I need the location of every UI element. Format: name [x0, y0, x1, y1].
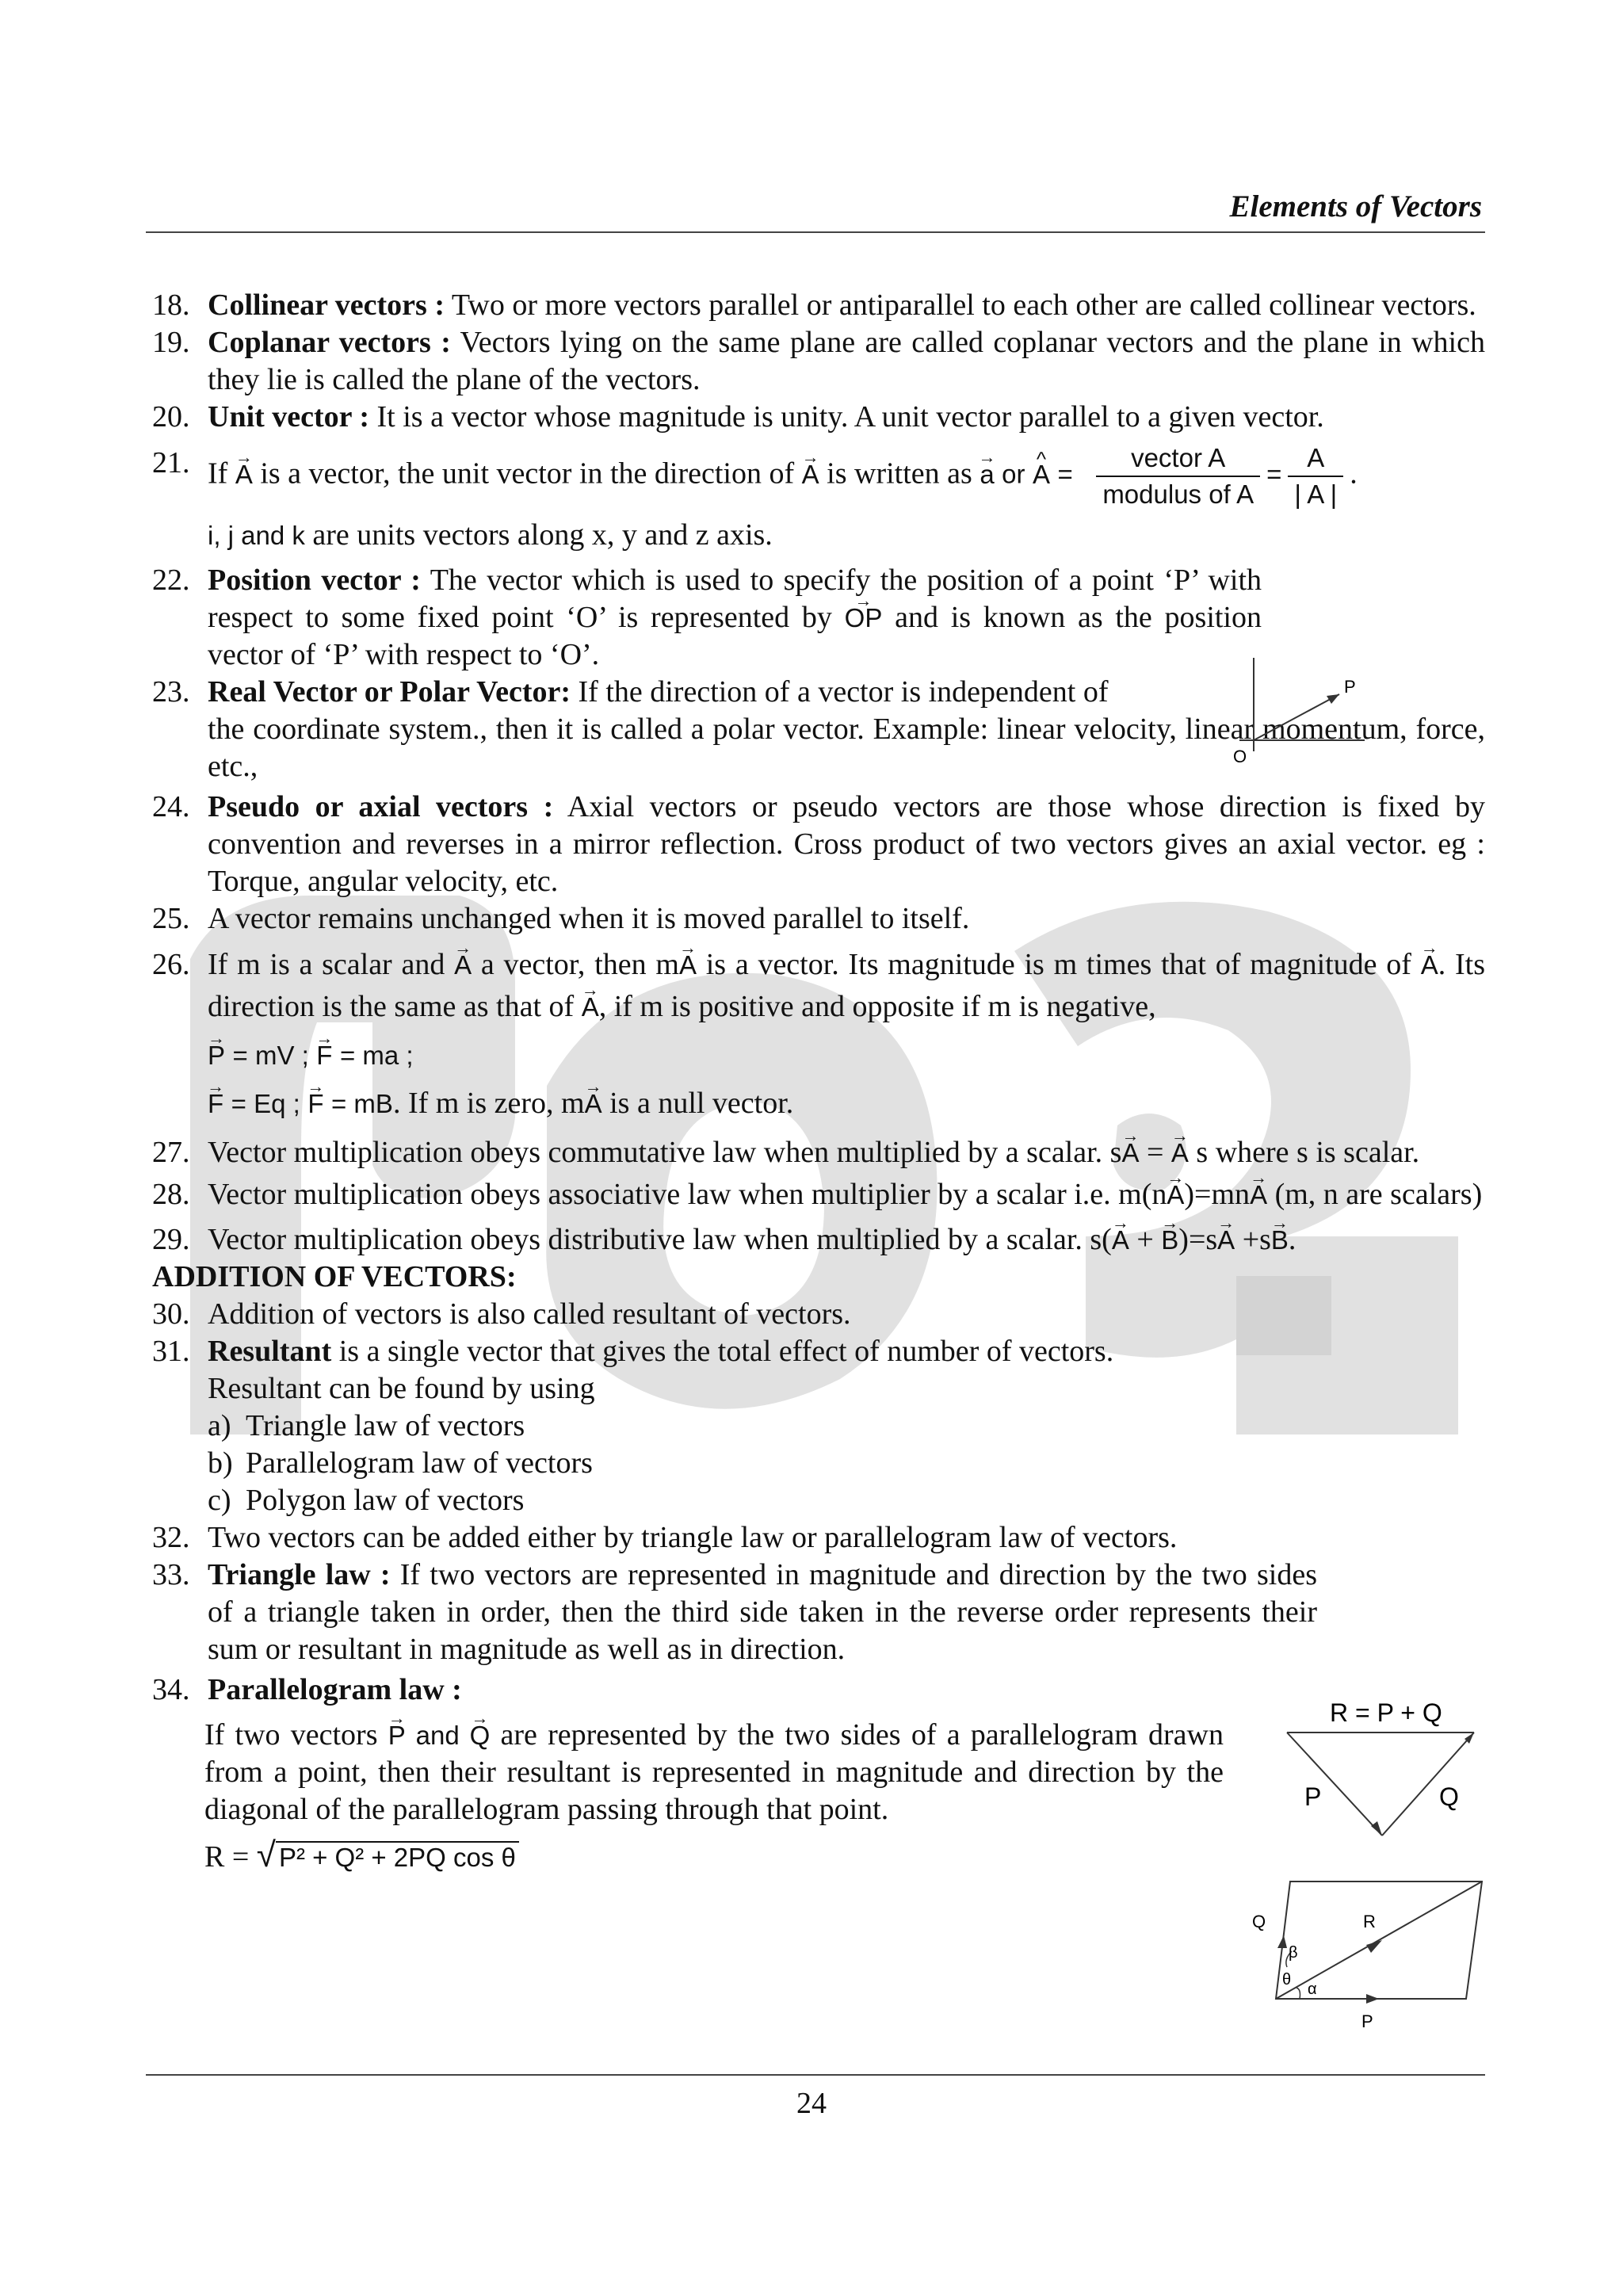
vector-f: → F [316, 1035, 332, 1076]
formula-radicand: P² + Q² + 2PQ cos θ [276, 1841, 519, 1872]
list-tag: c) [208, 1484, 231, 1517]
list-text: Polygon law of vectors [246, 1484, 525, 1517]
fraction [1096, 441, 1260, 512]
equals: = [1057, 459, 1073, 489]
angle-beta: β [1289, 1944, 1298, 1962]
item-text: or [1002, 459, 1025, 489]
list-text: Triangle law of vectors [246, 1409, 525, 1442]
fraction-numerator: vector A [1096, 441, 1260, 477]
list-item [208, 1408, 1485, 1445]
item-number: 32. [152, 1521, 190, 1554]
equation: = mB [330, 1089, 393, 1118]
item-text: the coordinate system., then it is called a polar vector. Example: linear velocity, linear momentum, force, etc., [208, 712, 1485, 783]
vector-a: → A [1217, 1221, 1235, 1259]
vector-a: → A [585, 1083, 602, 1125]
vector-a: → A [1171, 1134, 1189, 1171]
item-number: 27. [152, 1136, 190, 1169]
parallelogram-label-r: R [1363, 1912, 1376, 1931]
item-text: is written as [819, 457, 980, 491]
item-text: s where s is scalar. [1188, 1136, 1420, 1169]
item-30 [152, 1296, 1485, 1333]
header-title: Elements of Vectors [1229, 189, 1482, 223]
item-29 [152, 1221, 1485, 1259]
item-term: Coplanar vectors : [208, 326, 451, 359]
item-26-eq2 [152, 1083, 1485, 1125]
item-text: A vector remains unchanged when it is moved parallel to itself. [208, 902, 970, 935]
item-number: 34. [152, 1673, 190, 1706]
vector-a: → A [1421, 945, 1438, 986]
vector-q: → Q [470, 1717, 491, 1754]
vector-a: → A [1121, 1134, 1139, 1171]
item-text: If two vectors are represented in magnitude and direction by the two sides of a triangle taken in order, then the third side taken in the reverse order represents their sum or resultant in magnitude as well as in direction. [208, 1558, 1317, 1666]
item-number: 19. [152, 326, 190, 359]
item-18 [152, 287, 1485, 324]
resultant-methods-list [152, 1408, 1485, 1519]
item-text: Addition of vectors is also called resultant of vectors. [208, 1297, 851, 1331]
position-vector-figure [1228, 658, 1371, 769]
item-text: Resultant can be found by using [208, 1372, 595, 1405]
item-20 [152, 399, 1485, 436]
formula-lhs: R = [204, 1840, 257, 1874]
unit-vector-a: ^ A [1033, 453, 1050, 497]
item-text: is a vector, the unit vector in the direction of [252, 457, 802, 491]
item-text: + [1128, 1223, 1162, 1256]
vector-a: → A [1112, 1221, 1129, 1259]
label-o: O [1233, 747, 1247, 766]
item-text: Two or more vectors parallel or antiparallel to each other are called collinear vectors. [445, 288, 1476, 322]
item-text: , if m is positive and opposite if m is negative, [598, 990, 1156, 1023]
vector-a: → A [235, 453, 253, 497]
item-text: are represented by the two sides of a parallelogram drawn from a point, then their resultant is represented in magnitude and direction by the diagonal of the parallelogram passing through that point. [204, 1718, 1224, 1826]
unit-vectors-ijk: i, j and k [208, 521, 305, 550]
footer-rule [146, 2074, 1485, 2076]
item-number: 18. [152, 288, 190, 322]
item-21 [152, 441, 1485, 512]
item-term: Triangle law : [208, 1558, 391, 1591]
triangle-law-figure [1276, 1694, 1482, 1845]
item-term: Pseudo or axial vectors : [208, 790, 554, 823]
fraction-denominator: | A | [1294, 479, 1338, 509]
vector-b: → B [1161, 1221, 1178, 1259]
vector-a: → A [454, 945, 472, 986]
item-text: . [1288, 1223, 1296, 1256]
equation: = Eq ; [231, 1089, 300, 1118]
item-text: If the direction of a vector is independent of [571, 675, 1109, 709]
angle-alpha: α [1308, 1981, 1317, 1998]
item-text: are units vectors along x, y and z axis. [304, 518, 773, 552]
vector-op: → OP [845, 599, 883, 636]
item-22 [152, 562, 1262, 674]
item-text: a vector, then m [472, 948, 679, 981]
vector-p: → P [208, 1035, 225, 1076]
sqrt-sign: √ [256, 1836, 276, 1874]
item-21-sub [152, 517, 1485, 554]
content [152, 287, 1485, 1876]
item-text: and is known as the position vector of ‘P’ with respect to ‘O’. [208, 601, 1262, 671]
item-text: is a vector. Its magnitude is m times that of magnitude of [696, 948, 1421, 981]
item-text: is a null vector. [601, 1087, 794, 1120]
item-32 [152, 1519, 1485, 1557]
item-text: . If m is zero, m [392, 1087, 585, 1120]
item-26-eq1 [152, 1034, 1485, 1076]
item-number: 26. [152, 948, 190, 981]
item-text: If m is a scalar and [208, 948, 455, 981]
vector-a-lower: → a [980, 453, 994, 497]
item-number: 20. [152, 400, 190, 434]
item-text: and [405, 1721, 470, 1750]
list-text: Parallelogram law of vectors [246, 1446, 593, 1480]
fraction-denominator: modulus of A [1102, 479, 1254, 509]
item-term: Collinear vectors : [208, 288, 445, 322]
item-text: The vector which is used to specify the position of a point ‘P’ with respect to some fixed point ‘O’ is represented by [208, 563, 1262, 634]
triangle-equation: R = P + Q [1330, 1698, 1442, 1727]
fraction-numerator: A [1288, 441, 1343, 477]
section-heading: ADDITION OF VECTORS: [152, 1260, 517, 1293]
item-34-paragraph [152, 1717, 1224, 1828]
item-text: If two vectors [204, 1718, 388, 1752]
item-text: Vectors lying on the same plane are called coplanar vectors and the plane in which they lie is called the plane of the vectors. [208, 326, 1485, 396]
item-text: is a single vector that gives the total effect of number of vectors. [331, 1335, 1114, 1368]
item-term: Unit vector : [208, 400, 370, 434]
item-number: 33. [152, 1558, 190, 1591]
parallelogram-law-figure [1252, 1872, 1490, 2030]
equals: = [1266, 459, 1282, 489]
vector-f: → F [307, 1083, 323, 1125]
item-text: . Its direction is the same as that of [208, 948, 1486, 1023]
vector-a: → A [802, 453, 819, 497]
item-number: 22. [152, 563, 190, 597]
item-text: = [1139, 1136, 1171, 1169]
list-tag: a) [208, 1409, 231, 1442]
item-number: 28. [152, 1178, 190, 1211]
list-item [208, 1482, 1485, 1519]
item-27 [152, 1134, 1485, 1171]
item-text: )=mn [1184, 1178, 1251, 1211]
item-term: Real Vector or Polar Vector: [208, 675, 571, 709]
label-p: P [1344, 677, 1356, 697]
item-number: 23. [152, 675, 190, 709]
item-number: 24. [152, 790, 190, 823]
vector-a: → A [1250, 1176, 1267, 1213]
list-tag: b) [208, 1446, 233, 1480]
triangle-law-svg [1276, 1694, 1482, 1845]
vector-b: → B [1271, 1221, 1289, 1259]
item-number: 30. [152, 1297, 190, 1331]
parallelogram-law-svg [1252, 1872, 1490, 2030]
item-text: (m, n are scalars) [1267, 1178, 1483, 1211]
parallelogram-label-p: P [1361, 2011, 1373, 2031]
position-vector-svg [1228, 658, 1371, 769]
parallelogram-label-q: Q [1252, 1912, 1266, 1931]
item-text: Vector multiplication obeys distributive law when multiplied by a scalar. s( [208, 1223, 1112, 1256]
angle-theta: θ [1282, 1971, 1292, 1988]
item-text: Axial vectors or pseudo vectors are those whose direction is fixed by convention and reverses in a mirror reflection. Cross product of two vectors gives an axial vector. eg : Torque, angular velocity, etc. [208, 790, 1486, 898]
item-number: 21. [152, 446, 190, 479]
item-33 [152, 1557, 1317, 1668]
item-19 [152, 324, 1485, 399]
item-26 [152, 944, 1485, 1028]
item-number: 29. [152, 1223, 190, 1256]
fraction [1288, 441, 1343, 512]
item-text: If [208, 457, 235, 491]
item-25 [152, 900, 1485, 938]
item-term: Resultant [208, 1335, 332, 1368]
item-term: Parallelogram law : [208, 1673, 462, 1706]
equation: = ma ; [339, 1041, 414, 1070]
vector-p: → P [388, 1717, 406, 1754]
item-text: Vector multiplication obeys associative law when multiplier by a scalar i.e. m(n [208, 1178, 1167, 1211]
item-text: +s [1235, 1223, 1271, 1256]
item-number: 25. [152, 902, 190, 935]
triangle-label-q: Q [1439, 1782, 1459, 1811]
item-text: Vector multiplication obeys commutative law when multiplied by a scalar. s [208, 1136, 1122, 1169]
item-text: )=s [1178, 1223, 1218, 1256]
item-text: . [1350, 457, 1358, 491]
item-31 [152, 1333, 1485, 1408]
item-number: 31. [152, 1335, 190, 1368]
item-term: Position vector : [208, 563, 421, 597]
item-text: It is a vector whose magnitude is unity. A unit vector parallel to a given vector. [369, 400, 1324, 434]
vector-a: → A [679, 945, 697, 986]
vector-a: → A [1167, 1176, 1184, 1213]
item-text: Two vectors can be added either by triangle law or parallelogram law of vectors. [208, 1521, 1178, 1554]
page-number: 24 [796, 2087, 827, 2120]
list-item [208, 1445, 1485, 1482]
header-rule [146, 231, 1485, 233]
triangle-label-p: P [1304, 1782, 1322, 1811]
vector-a: → A [582, 987, 599, 1028]
item-24 [152, 789, 1485, 900]
equation: = mV ; [232, 1041, 309, 1070]
vector-f: → F [208, 1083, 223, 1125]
